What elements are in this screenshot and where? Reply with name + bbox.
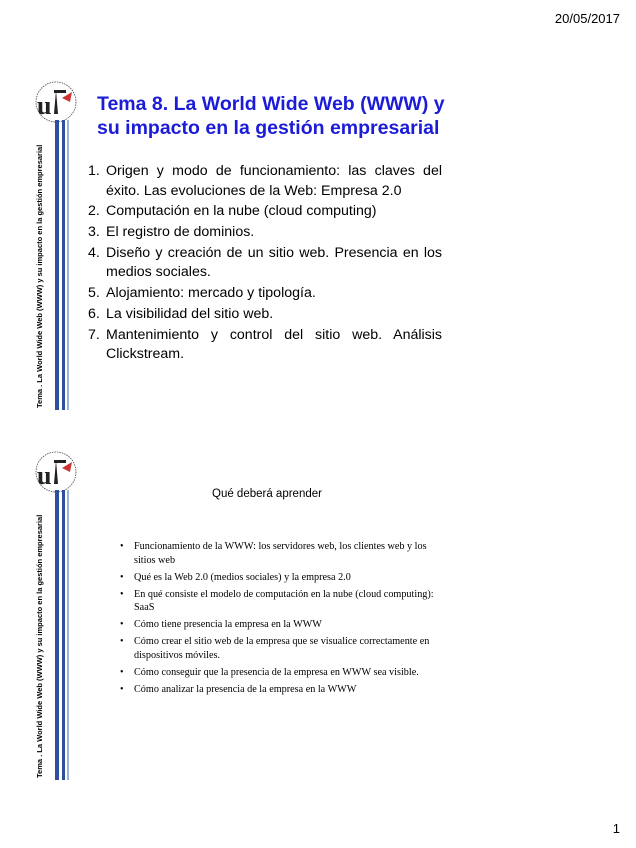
list-item: • Funcionamiento de la WWW: los servidores web, los clientes web y los sitios web	[120, 541, 427, 566]
list-item: • Cómo crear el sitio web de la empresa que se visualice correctamente en dispositivos móviles.	[120, 636, 430, 661]
list-item: 3. El registro de dominios.	[88, 224, 255, 241]
sidebar-vertical-text: Tema . La World Wide Web (WWW) y su impacto en la gestión empresarial	[35, 144, 44, 408]
vertical-bar	[62, 120, 65, 410]
list-item: 4. Diseño y creación de un sitio web. Presencia en los medios sociales.	[88, 244, 442, 281]
slide-title: Tema 8. La World Wide Web (WWW) y su impacto en la gestión empresarial	[97, 93, 445, 139]
university-logo-icon	[32, 450, 80, 494]
list-item: • Cómo conseguir que la presencia de la empresa en WWW sea visible.	[120, 666, 419, 678]
vertical-bar	[55, 120, 59, 410]
list-item: • En qué consiste el modelo de computación en la nube (cloud computing): SaaS	[120, 588, 434, 614]
list-item: 5. Alojamiento: mercado y tipología.	[88, 285, 316, 302]
list-item: 2. Computación en la nube (cloud computing)	[88, 203, 377, 220]
list-item: • Qué es la Web 2.0 (medios sociales) y la empresa 2.0	[120, 571, 351, 583]
list-item: • Cómo analizar la presencia de la empresa en la WWW	[120, 684, 357, 696]
date: 20/05/2017	[554, 11, 620, 26]
svg-text:u: u	[37, 91, 52, 120]
page-number: 1	[612, 821, 620, 836]
slide-1	[0, 80, 636, 410]
list-item: • Cómo tiene presencia la empresa en la WWW	[120, 619, 322, 631]
vertical-bar	[67, 490, 69, 780]
list-item: 7. Mantenimiento y control del sitio web. Análisis Clickstream.	[88, 326, 442, 363]
section-heading: Qué deberá aprender	[212, 488, 322, 500]
vertical-bar	[62, 490, 65, 780]
list-item: 6. La visibilidad del sitio web.	[88, 305, 274, 322]
vertical-bar	[55, 490, 59, 780]
slide-2	[0, 450, 636, 780]
list-item: 1. Origen y modo de funcionamiento: las claves del éxito. Las evoluciones de la Web: Empresa 2.0	[88, 163, 442, 199]
objectives-list	[118, 540, 448, 700]
university-logo-icon	[32, 80, 80, 124]
sidebar-vertical-text: Tema . La World Wide Web (WWW) y su impacto en la gestión empresarial	[35, 514, 44, 778]
svg-text:u: u	[37, 461, 52, 490]
vertical-bar	[67, 120, 69, 410]
topics-list	[88, 162, 442, 366]
